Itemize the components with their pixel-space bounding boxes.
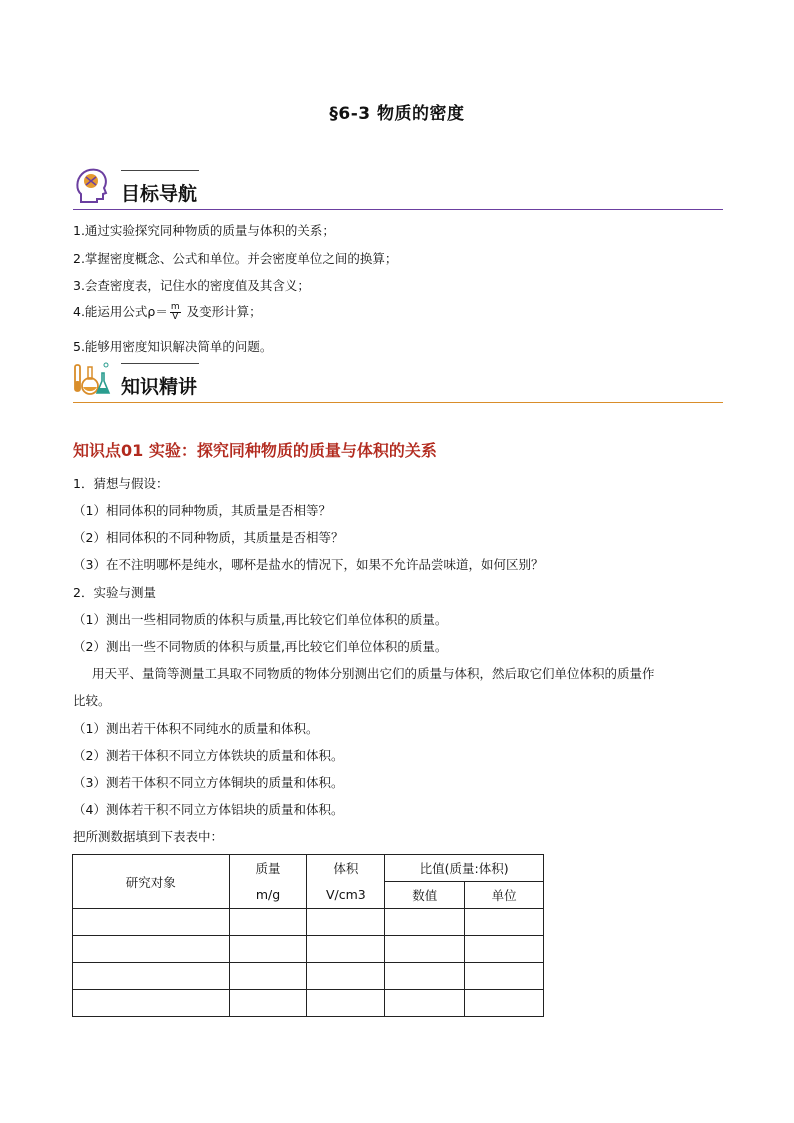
table-cell	[73, 990, 230, 1017]
kp-line-5: 2．实验与测量	[73, 585, 156, 600]
header-volume-unit: V/cm3	[326, 886, 366, 902]
table-row	[73, 909, 544, 936]
goal-item-5: 5.能够用密度知识解决简单的问题。	[73, 339, 273, 354]
goal-item-3: 3.会查密度表，记住水的密度值及其含义；	[73, 278, 310, 293]
table-cell	[465, 909, 544, 936]
section-header-goals	[73, 170, 723, 210]
kp-line-7: （2）测出一些不同物质的体积与质量,再比较它们单位体积的质量。	[73, 639, 448, 654]
header-volume	[307, 855, 385, 909]
page-title: §6-3 物质的密度	[329, 104, 465, 124]
table-cell	[465, 936, 544, 963]
knowledge-point-title: 知识点01 实验：探究同种物质的质量与体积的关系	[73, 441, 437, 460]
table-cell	[307, 990, 385, 1017]
header-volume-label: 体积	[333, 860, 359, 876]
kp-line-8: （1）测出若干体积不同纯水的质量和体积。	[73, 721, 319, 736]
kp-line-6: （1）测出一些相同物质的体积与质量,再比较它们单位体积的质量。	[73, 612, 448, 627]
table-row	[73, 936, 544, 963]
kp-paragraph-line-1: 用天平、量筒等测量工具取不同物质的物体分别测出它们的质量与体积，然后取它们单位体积的质量作	[92, 666, 655, 681]
table-cell	[73, 963, 230, 990]
kp-line-10: （3）测若干体积不同立方体铜块的质量和体积。	[73, 775, 344, 790]
table-cell	[229, 963, 307, 990]
kp-line-11: （4）测体若干积不同立方体铝块的质量和体积。	[73, 802, 344, 817]
header-mass-unit: m/g	[255, 886, 281, 902]
table-cell	[307, 963, 385, 990]
table-cell	[307, 909, 385, 936]
table-cell	[385, 909, 465, 936]
table-cell	[465, 990, 544, 1017]
table-cell	[229, 936, 307, 963]
table-cell	[229, 990, 307, 1017]
section-title-knowledge: 知识精讲	[121, 376, 198, 398]
table-cell	[385, 936, 465, 963]
goal-item-4-prefix: 4.能运用公式ρ＝	[73, 304, 168, 319]
flask-icon	[73, 359, 111, 399]
header-ratio-unit: 单位	[465, 882, 544, 909]
header-ratio-value: 数值	[385, 882, 465, 909]
table-cell	[307, 936, 385, 963]
goal-item-2: 2.掌握密度概念、公式和单位。并会密度单位之间的换算；	[73, 251, 398, 266]
table-cell	[385, 963, 465, 990]
kp-paragraph-line-2: 比较。	[73, 693, 111, 708]
header-mass	[229, 855, 307, 909]
kp-line-4: （3）在不注明哪杯是纯水，哪杯是盐水的情况下，如果不允许品尝味道，如何区别？	[73, 557, 544, 572]
table-cell	[385, 990, 465, 1017]
formula-denominator: V	[172, 312, 179, 322]
data-table	[72, 854, 544, 1017]
density-formula	[170, 303, 181, 322]
formula-numerator: m	[170, 302, 180, 312]
header-object: 研究对象	[73, 855, 230, 909]
goal-item-4	[73, 302, 262, 322]
table-cell	[229, 909, 307, 936]
brain-head-icon	[73, 166, 111, 206]
section-header-knowledge	[73, 363, 723, 403]
header-mass-label: 质量	[255, 860, 281, 876]
table-cell	[465, 963, 544, 990]
goal-item-1: 1.通过实验探究同种物质的质量与体积的关系；	[73, 223, 335, 238]
kp-line-9: （2）测若干体积不同立方体铁块的质量和体积。	[73, 748, 344, 763]
section-title-goals: 目标导航	[121, 183, 198, 205]
header-ratio: 比值(质量:体积)	[385, 855, 544, 882]
table-row	[73, 990, 544, 1017]
table-cell	[73, 909, 230, 936]
kp-line-3: （2）相同体积的不同种物质，其质量是否相等？	[73, 530, 344, 545]
table-cell	[73, 936, 230, 963]
goal-item-4-suffix: 及变形计算；	[186, 304, 262, 319]
kp-line-1: 1．猜想与假设：	[73, 476, 169, 491]
table-row	[73, 963, 544, 990]
kp-line-2: （1）相同体积的同种物质，其质量是否相等？	[73, 503, 331, 518]
kp-line-12: 把所测数据填到下表表中：	[73, 829, 224, 844]
